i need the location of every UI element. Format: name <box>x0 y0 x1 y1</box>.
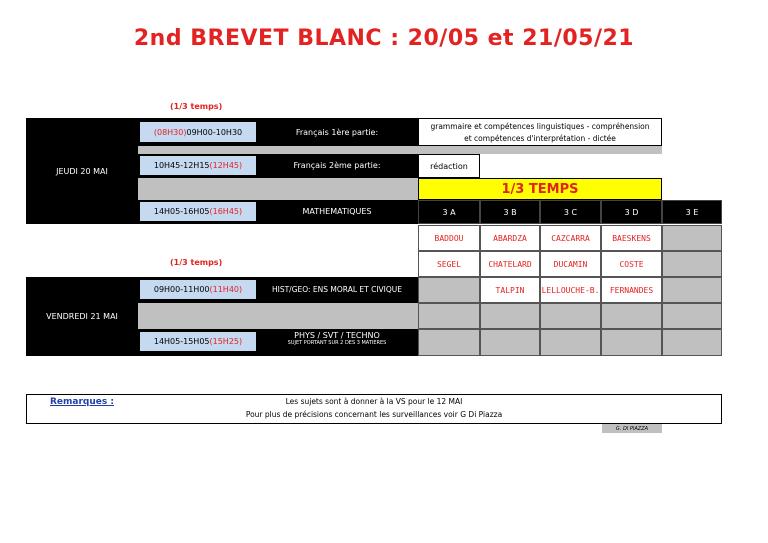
day2-label-text: VENDREDI 21 MAI <box>46 312 118 321</box>
day2-slot2-subject <box>262 331 412 355</box>
student-cell: SEGEL <box>418 251 480 277</box>
class-header-3b: 3 B <box>480 200 540 224</box>
empty-cell <box>540 303 601 329</box>
day1-slot1-time <box>139 121 257 143</box>
remarks-line1: Les sujets sont à donner à la VS pour le 12 MAI <box>285 397 463 406</box>
day2-slot1-tiers: (11H40) <box>209 285 243 294</box>
empty-cell <box>662 225 722 251</box>
tiers-note-day2: (1/3 temps) <box>170 258 223 267</box>
class-header-3a: 3 A <box>418 200 480 224</box>
student-cell: ABARDZA <box>480 225 540 251</box>
day1-slot2-time <box>139 155 257 176</box>
student-cell: DUCAMIN <box>540 251 601 277</box>
day2-slot2-normal: 14H05-15H05 <box>153 337 210 346</box>
day1-sep2 <box>138 178 418 200</box>
empty-cell <box>418 277 480 303</box>
day2-slot2-subject-line2: SUJET PORTANT SUR 2 DES 3 MATIERES <box>287 340 387 346</box>
empty-cell <box>601 303 662 329</box>
class-header-3d: 3 D <box>601 200 662 224</box>
day1-slot1-detail-line2: et compétences d'interprétation - dictée <box>464 134 616 143</box>
day2-sep <box>138 303 418 329</box>
day1-slot3-subject: MATHEMATIQUES <box>302 207 372 216</box>
day2-slot2-subject-line1: PHYS / SVT / TECHNO <box>294 331 380 340</box>
author-stamp: G. DI PIAZZA <box>602 424 662 433</box>
empty-cell <box>662 303 722 329</box>
empty-cell <box>662 251 722 277</box>
empty-cell <box>480 303 540 329</box>
class-header-3c: 3 C <box>540 200 601 224</box>
day2-slot2-tiers: (15H25) <box>209 337 243 346</box>
empty-cell <box>480 329 540 356</box>
day1-slot1-tiers: (08H30) <box>153 127 187 137</box>
page-title: 2nd BREVET BLANC : 20/05 et 21/05/21 <box>133 26 635 51</box>
student-cell: TALPIN <box>480 277 540 303</box>
student-cell: CHATELARD <box>480 251 540 277</box>
day2-slot1-time <box>139 279 257 300</box>
class-header-3e: 3 E <box>662 200 722 224</box>
day1-slot3-time <box>139 201 257 222</box>
day1-label-text: JEUDI 20 MAI <box>56 166 108 176</box>
day2-label <box>26 277 138 356</box>
day1-slot1-normal: 09H00-10H30 <box>186 127 243 137</box>
day1-label <box>26 118 138 224</box>
day1-slot1-detail-line1: grammaire et compétences linguistiques - compréhension <box>430 122 650 131</box>
day2-slot2-time <box>139 331 257 352</box>
tiers-banner: 1/3 TEMPS <box>418 178 662 200</box>
day1-sep1 <box>138 146 662 154</box>
student-cell: FERNANDES <box>601 277 662 303</box>
day1-slot2-detail: rédaction <box>418 154 480 178</box>
empty-cell <box>418 303 480 329</box>
empty-cell <box>540 329 601 356</box>
student-cell: CAZCARRA <box>540 225 601 251</box>
student-cell: COSTE <box>601 251 662 277</box>
empty-cell <box>418 329 480 356</box>
day1-slot2-tiers: (12H45) <box>209 161 243 170</box>
remarks-line2: Pour plus de précisions concernant les surveillances voir G Di Piazza <box>245 410 503 419</box>
tiers-note-day1: (1/3 temps) <box>170 102 223 111</box>
empty-cell <box>662 329 722 356</box>
day1-slot1-detail <box>418 118 662 146</box>
empty-cell <box>662 277 722 303</box>
empty-cell <box>601 329 662 356</box>
day1-slot1-subject: Français 1ère partie: <box>295 127 379 137</box>
day1-slot2-normal: 10H45-12H15 <box>153 161 210 170</box>
day2-slot1-subject: HIST/GEO: ENS MORAL ET CIVIQUE <box>271 285 403 294</box>
day1-slot3-normal: 14H05-16H05 <box>153 207 210 216</box>
day1-slot2-subject: Français 2ème partie: <box>293 161 381 170</box>
remarks-label: Remarques : <box>50 397 114 407</box>
student-cell: LELLOUCHE-B. <box>540 277 601 303</box>
student-cell: BAESKENS <box>601 225 662 251</box>
day2-slot1-normal: 09H00-11H00 <box>153 285 210 294</box>
day1-slot3-tiers: (16H45) <box>209 207 243 216</box>
student-cell: BADDOU <box>418 225 480 251</box>
